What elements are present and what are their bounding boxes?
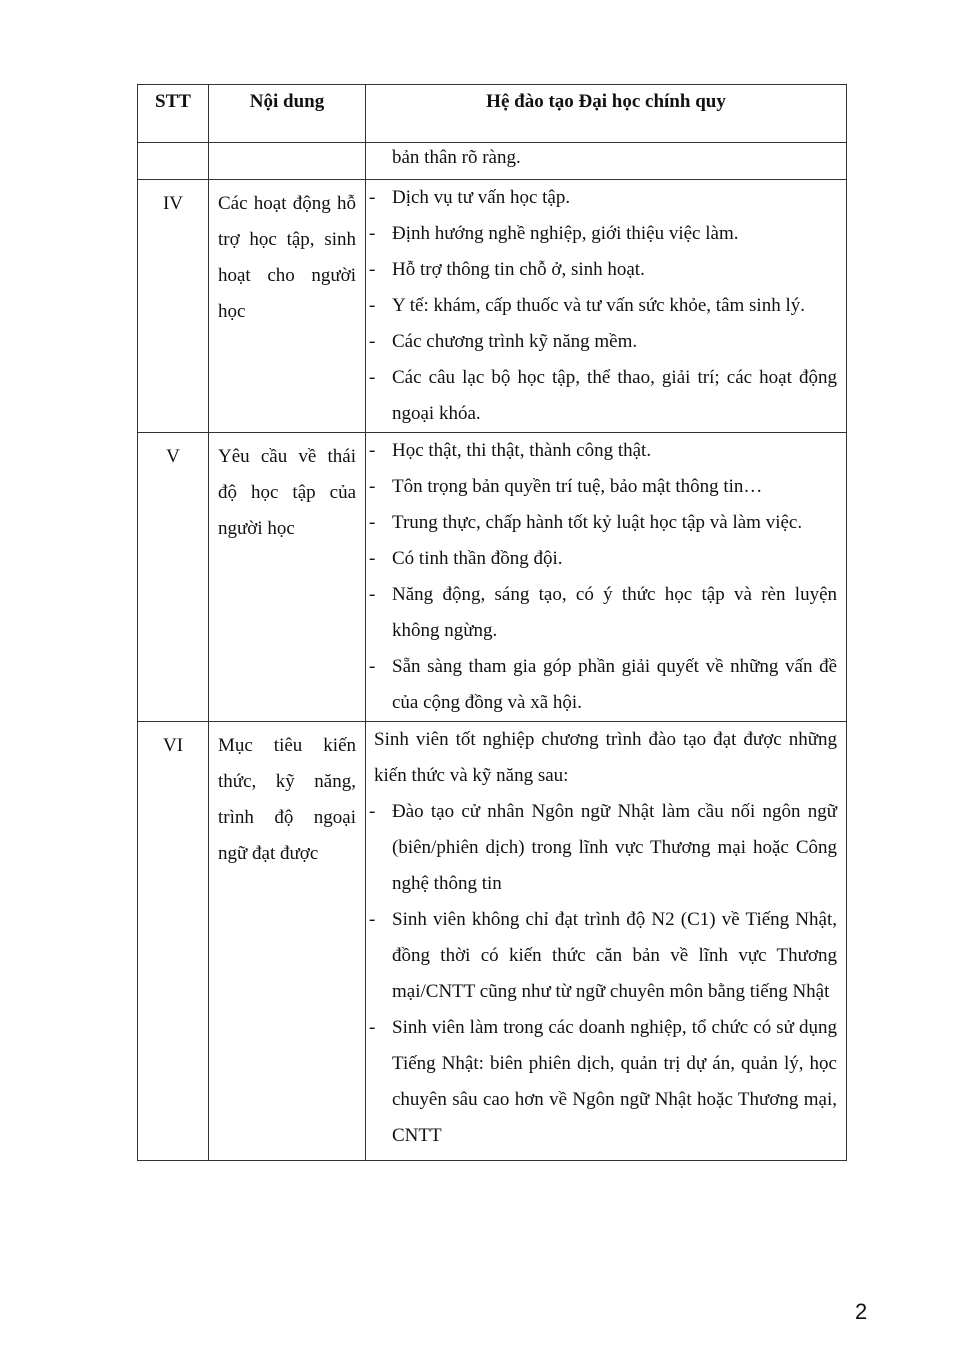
list-item: - Sinh viên làm trong các doanh nghiệp, tổ chức có sử dụng Tiếng Nhật: biên phiên dịch, quản trị dự án, quản lý, học chuyên sâu cao hơn về Ngôn ngữ Nhật hoặc Thương mại, CNTT [369, 1017, 837, 1146]
list-item: - Các câu lạc bộ học tập, thể thao, giải trí; các hoạt động ngoại khóa. [369, 367, 837, 424]
row-noi-dung: Mục tiêu kiến thức, kỹ năng, trình độ ngoại ngữ đạt được [209, 722, 366, 1161]
list-item: - Sinh viên không chỉ đạt trình độ N2 (C1) về Tiếng Nhật, đồng thời có kiến thức căn bản về lĩnh vực Thương mại/CNTT cũng như từ ngữ chuyên môn bằng tiếng Nhật [369, 909, 837, 1002]
page-number: 2 [855, 1299, 868, 1324]
list-item: - Có tinh thần đồng đội. [369, 548, 563, 569]
header-stt: STT [138, 85, 209, 143]
table-row [138, 722, 847, 1161]
table-row [138, 180, 847, 433]
row-intro: Sinh viên tốt nghiệp chương trình đào tạo đạt được những kiến thức và kỹ năng sau: [374, 729, 837, 786]
list-item: - Y tế: khám, cấp thuốc và tư vấn sức khỏe, tâm sinh lý. [369, 295, 805, 316]
list-item: - Năng động, sáng tạo, có ý thức học tập và rèn luyện không ngừng. [369, 584, 837, 641]
continuation-text: bản thân rõ ràng. [392, 147, 521, 168]
list-item: - Hỗ trợ thông tin chỗ ở, sinh hoạt. [369, 259, 645, 280]
continuation-row [138, 143, 847, 180]
list-item: - Các chương trình kỹ năng mềm. [369, 331, 638, 352]
list-item: - Định hướng nghề nghiệp, giới thiệu việc làm. [369, 223, 739, 244]
row-stt: V [138, 433, 209, 722]
list-item: - Đào tạo cử nhân Ngôn ngữ Nhật làm cầu nối ngôn ngữ (biên/phiên dịch) trong lĩnh vực Thương mại hoặc Công nghệ thông tin [369, 801, 837, 894]
row-content [366, 433, 847, 722]
row-noi-dung: Các hoạt động hỗ trợ học tập, sinh hoạt cho người học [209, 180, 366, 433]
list-item: - Sẵn sàng tham gia góp phần giải quyết về những vấn đề của cộng đồng và xã hội. [369, 656, 837, 713]
program-table [137, 84, 847, 1161]
header-noi-dung: Nội dung [209, 85, 366, 143]
row-content [366, 722, 847, 1161]
table-header-row [138, 85, 847, 143]
list-item: - Dịch vụ tư vấn học tập. [369, 187, 571, 208]
row-noi-dung: Yêu cầu về thái độ học tập của người học [209, 433, 366, 722]
row-stt: IV [138, 180, 209, 433]
header-he-dao-tao: Hệ đào tạo Đại học chính quy [366, 85, 847, 143]
list-item: - Trung thực, chấp hành tốt kỷ luật học tập và làm việc. [369, 512, 803, 533]
table-row [138, 433, 847, 722]
list-item: - Tôn trọng bản quyền trí tuệ, bảo mật thông tin… [369, 476, 763, 497]
row-stt: VI [138, 722, 209, 1161]
row-content [366, 180, 847, 433]
list-item: - Học thật, thi thật, thành công thật. [369, 440, 652, 461]
